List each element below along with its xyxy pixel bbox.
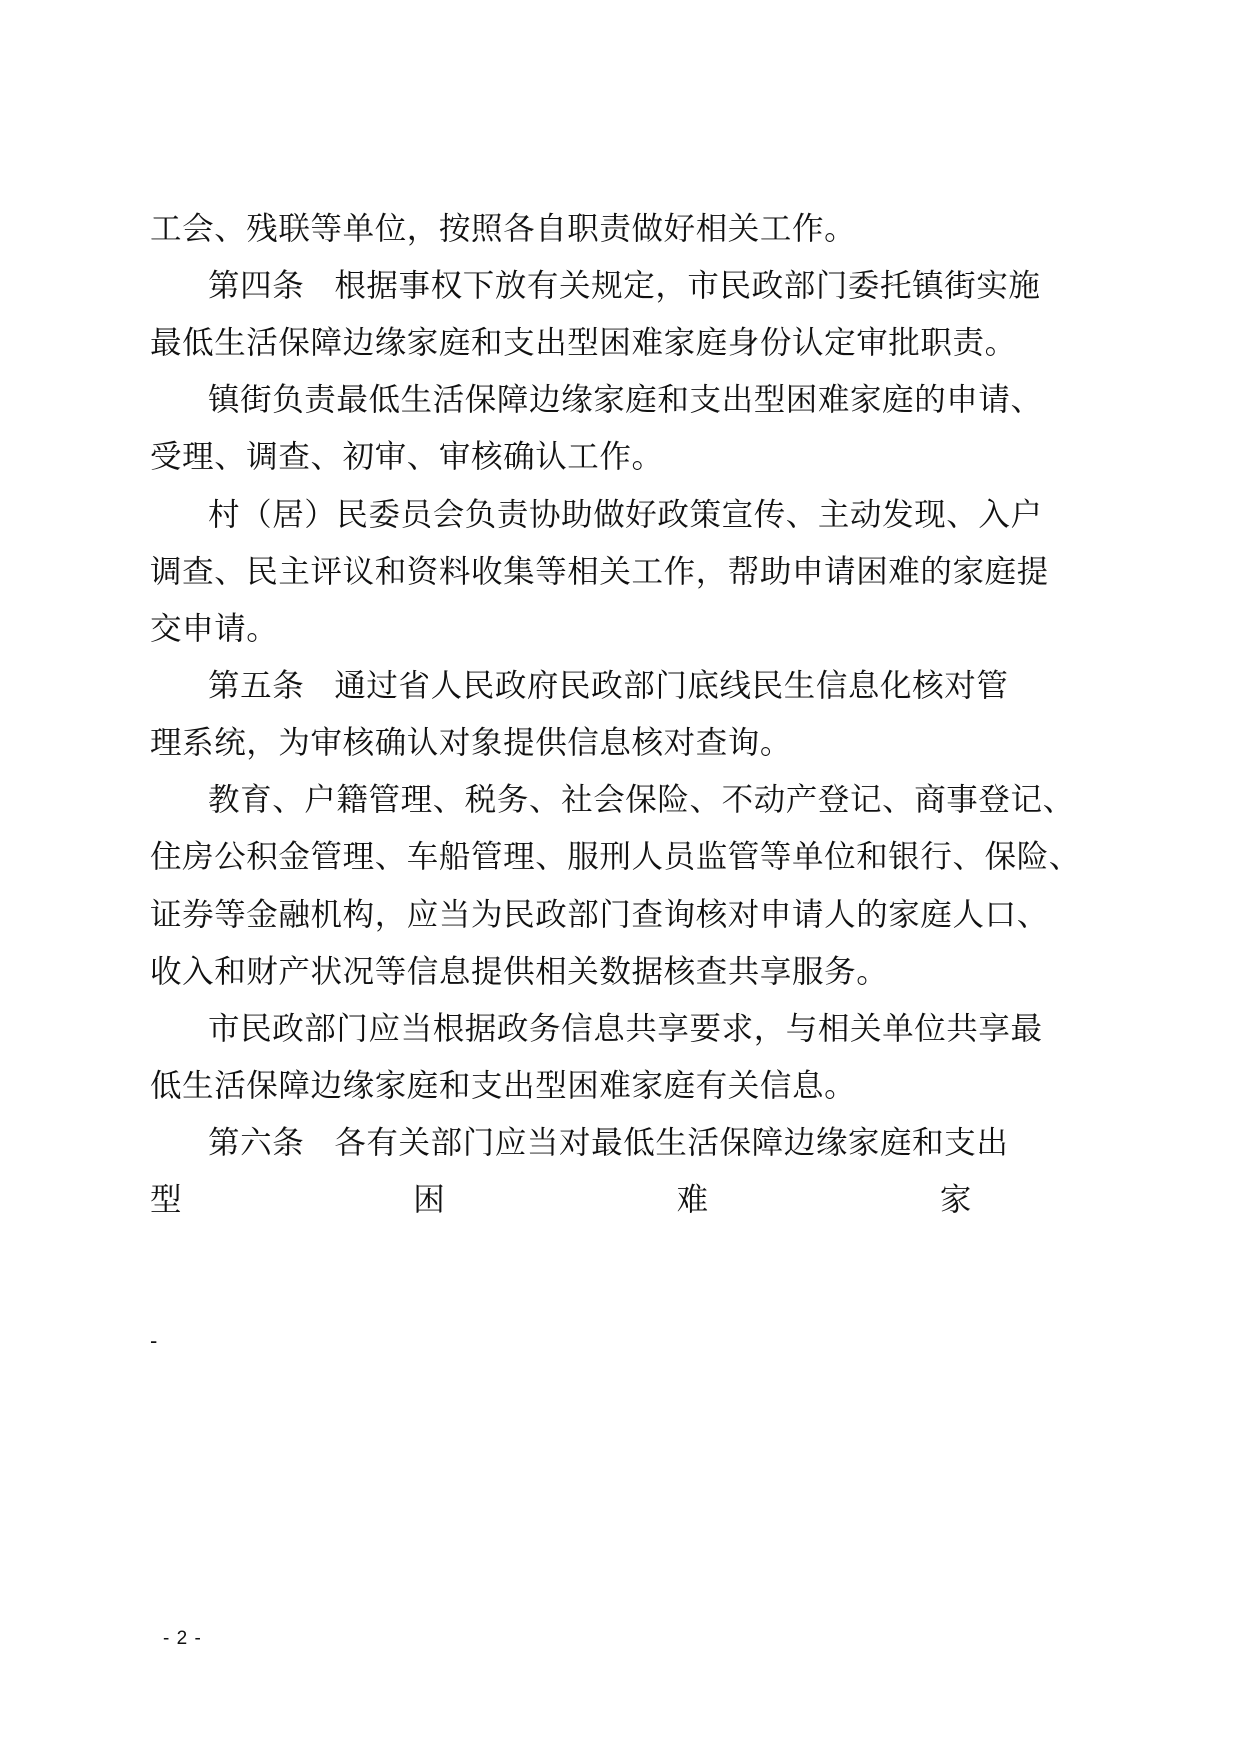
text-line: 理系统，为审核确认对象提供信息核对查询。 — [150, 725, 793, 761]
page-number: - 2 - — [163, 1628, 202, 1649]
justified-text-line — [150, 1180, 972, 1220]
text-line: 通过省人民政府民政部门底线民生信息化核对管 — [334, 668, 1009, 704]
spread-char: 型 — [150, 1182, 183, 1218]
text-line: 受理、调查、初审、审核确认工作。 — [150, 439, 664, 475]
text-line: 低生活保障边缘家庭和支出型困难家庭有关信息。 — [150, 1068, 857, 1104]
text-line: 村（居）民委员会负责协助做好政策宣传、主动发现、入户 — [208, 497, 1043, 533]
text-line: 交申请。 — [150, 611, 279, 647]
text-line: 调查、民主评议和资料收集等相关工作，帮助申请困难的家庭提 — [150, 554, 1049, 590]
spread-char: 困 — [413, 1182, 446, 1218]
article-4-first-line — [150, 266, 1041, 306]
dash-mark: - — [150, 1328, 158, 1353]
article-label: 第五条 — [208, 668, 305, 704]
text-line: 教育、户籍管理、税务、社会保险、不动产登记、商事登记、 — [208, 782, 1075, 818]
text-line: 最低生活保障边缘家庭和支出型困难家庭身份认定审批职责。 — [150, 325, 1017, 361]
text-line: 根据事权下放有关规定，市民政部门委托镇街实施 — [334, 268, 1041, 304]
article-label: 第六条 — [208, 1125, 305, 1161]
text-line: 证券等金融机构，应当为民政部门查询核对申请人的家庭人口、 — [150, 897, 1049, 933]
text-line: 各有关部门应当对最低生活保障边缘家庭和支出 — [334, 1125, 1009, 1161]
article-6-first-line — [150, 1123, 1009, 1163]
text-line: 住房公积金管理、车船管理、服刑人员监管等单位和银行、保险、 — [150, 839, 1081, 875]
text-line: 镇街负责最低生活保障边缘家庭和支出型困难家庭的申请、 — [208, 382, 1043, 418]
spread-char: 家 — [939, 1182, 972, 1218]
spread-char: 难 — [676, 1182, 709, 1218]
text-line: 工会、残联等单位，按照各自职责做好相关工作。 — [150, 211, 857, 247]
text-line: 收入和财产状况等信息提供相关数据核查共享服务。 — [150, 954, 889, 990]
article-label: 第四条 — [208, 268, 305, 304]
text-line: 市民政部门应当根据政务信息共享要求，与相关单位共享最 — [208, 1011, 1043, 1047]
article-5-first-line — [150, 666, 1009, 706]
